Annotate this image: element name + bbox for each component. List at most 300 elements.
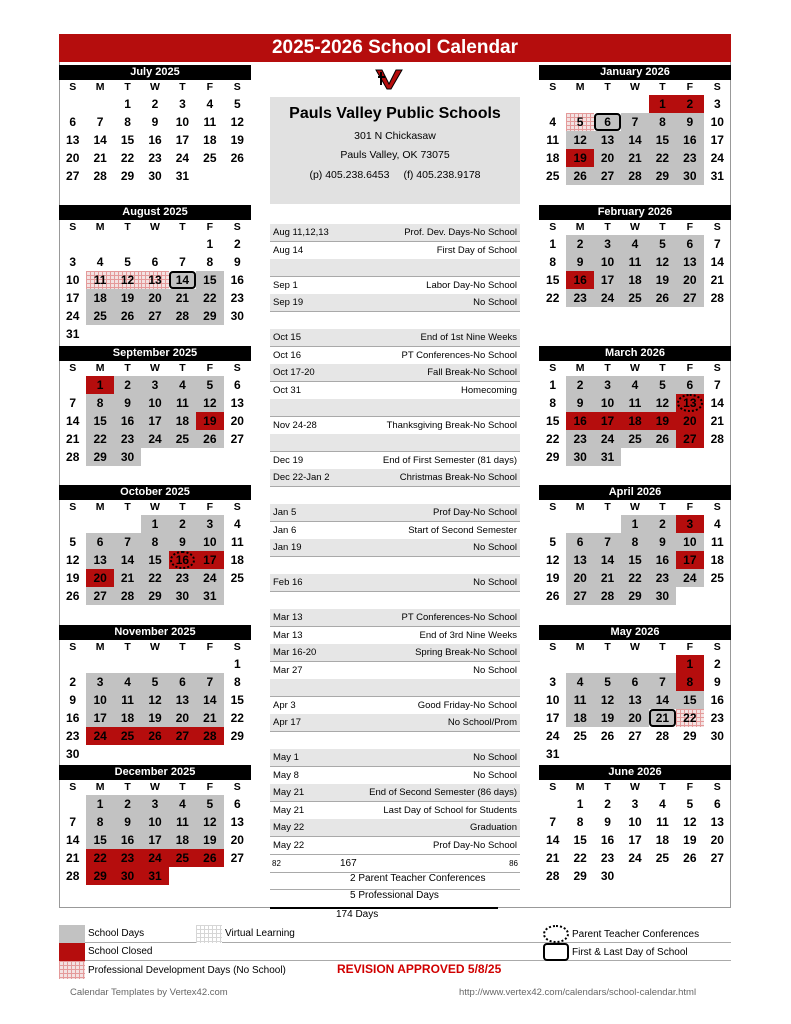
event-row [270,732,520,750]
event-desc: No School/Prom [447,717,517,728]
event-desc: No School [473,769,517,781]
day-cell: 30 [114,867,141,885]
weekday-label: T [659,221,666,233]
day-cell: 8 [206,255,214,269]
day-cell: 23 [649,569,676,587]
weekday-label: W [630,781,640,793]
day-cell: 19 [566,149,593,167]
weekday-label: S [233,641,241,653]
weekday-label: T [179,501,186,513]
day-cell: 16 [148,133,162,147]
weekday-label: T [604,81,611,93]
day-cell: 15 [196,271,223,289]
day-cell: 31 [175,169,190,183]
event-row [270,697,520,715]
weekday-label: W [150,501,160,513]
day-cell: 17 [594,271,621,289]
day-cell: 1 [549,237,557,251]
event-date: Oct 15 [273,332,301,343]
day-cell: 13 [230,396,244,410]
day-cell: 5 [124,255,131,269]
day-cell: 25 [546,169,560,183]
day-cell: 13 [86,551,113,569]
event-date: Jan 6 [273,524,297,536]
day-cell: 24 [196,569,223,587]
day-cell: 1 [86,795,113,813]
day-cell: 10 [628,815,642,829]
day-cell: 17 [546,711,560,725]
day-cell: 19 [196,831,223,849]
day-cell: 8 [621,533,648,551]
day-cell: 23 [676,149,703,167]
day-cell: 25 [86,307,113,325]
weekday-label: S [549,641,557,653]
day-cell: 30 [600,869,615,883]
day-cell: 29 [683,729,697,743]
day-cell: 3 [594,376,621,394]
day-cell: 2 [566,235,593,253]
day-cell: 6 [169,673,196,691]
event-date: Mar 16-20 [273,647,317,658]
event-row [270,784,520,802]
month-11 [539,765,731,885]
day-blank [539,95,566,113]
day-cell: 22 [86,849,113,867]
month-8 [539,346,731,466]
day-cell: 25 [169,849,196,867]
event-date: Dec 22-Jan 2 [273,472,330,483]
events-list [270,224,520,854]
day-cell: 19 [230,133,244,147]
day-cell: 29 [230,729,244,743]
day-cell: 4 [621,235,648,253]
day-cell: 14 [649,691,676,709]
legend-prof-dev-swatch [59,961,85,979]
day-cell: 14 [93,133,107,147]
weekday-label: M [575,362,585,374]
day-cell: 23 [148,151,162,165]
day-cell: 30 [169,587,196,605]
day-cell: 28 [93,169,107,183]
weekday-label: M [575,781,585,793]
day-cell: 26 [546,589,560,603]
day-cell: 19 [649,412,676,430]
day-cell: 12 [546,553,560,567]
day-blank [114,235,141,253]
day-cell: 12 [566,131,593,149]
day-cell: 20 [86,569,113,587]
day-cell: 24 [594,289,621,307]
day-cell: 29 [86,448,113,466]
month-header: July 2025 [59,65,251,80]
event-date: Mar 13 [273,612,303,623]
day-blank [59,655,86,673]
day-cell: 16 [676,131,703,149]
day-blank [86,655,113,673]
day-cell: 20 [230,833,244,847]
legend-pt-swatch [543,925,569,943]
day-cell: 29 [546,450,560,464]
day-cell: 4 [549,115,557,129]
event-desc: Prof Day-No School [433,839,517,851]
event-desc: PT Conferences-No School [401,612,517,623]
day-blank [141,655,168,673]
day-cell: 20 [230,414,244,428]
day-cell: 20 [66,151,80,165]
day-cell: 5 [649,235,676,253]
event-row [270,487,520,505]
school-address: 301 N Chickasaw [354,130,436,142]
day-cell: 5 [649,376,676,394]
day-cell: 19 [683,833,697,847]
day-cell: 18 [230,553,244,567]
weekday-label: T [124,501,131,513]
day-cell: 30 [649,587,676,605]
day-blank [196,655,223,673]
day-cell: 7 [621,113,648,131]
day-cell: 3 [69,255,77,269]
event-desc: End of First Semester (81 days) [382,454,517,466]
day-cell: 26 [114,307,141,325]
day-cell: 19 [594,709,621,727]
day-cell: 15 [676,691,703,709]
event-desc: Thanksgiving Break-No School [386,419,517,431]
day-cell: 22 [196,289,223,307]
event-row [270,364,520,382]
day-cell: 14 [621,131,648,149]
day-blank [621,655,648,673]
weekday-label: S [713,221,721,233]
weekday-label: F [206,501,214,513]
school-city: Pauls Valley, OK 73075 [340,149,450,161]
weekday-label: S [713,641,721,653]
day-blank [594,95,621,113]
day-cell: 10 [546,693,560,707]
day-cell: 18 [203,133,217,147]
day-cell: 15 [86,831,113,849]
day-cell: 9 [169,533,196,551]
day-cell: 29 [86,867,113,885]
day-cell: 27 [628,729,642,743]
day-cell: 26 [196,849,223,867]
day-cell: 31 [141,867,168,885]
day-cell: 6 [233,797,241,811]
day-cell: 27 [676,289,703,307]
event-desc: No School [473,297,517,308]
day-cell: 19 [66,571,80,585]
day-cell: 18 [114,709,141,727]
day-cell: 10 [196,533,223,551]
day-cell: 22 [573,851,587,865]
day-cell: 8 [549,255,557,269]
event-row [270,312,520,330]
event-row [270,382,520,400]
event-date: May 1 [273,752,299,763]
event-row [270,609,520,627]
day-cell: 8 [676,673,703,691]
legend-pt: Parent Teacher Conferences [572,928,700,940]
weekday-label: S [69,81,77,93]
day-cell: 1 [621,515,648,533]
day-cell: 30 [148,169,162,183]
weekday-label: W [630,81,640,93]
day-cell: 6 [566,533,593,551]
day-cell: 25 [203,151,217,165]
month-1 [59,205,251,343]
day-blank [59,376,86,394]
weekday-label: T [604,501,611,513]
day-cell: 5 [196,795,223,813]
day-cell: 12 [649,394,676,412]
day-cell: 11 [169,813,196,831]
day-cell: 11 [230,535,244,549]
day-cell: 23 [566,430,593,448]
day-cell: 13 [710,815,724,829]
day-cell: 1 [676,655,703,673]
day-cell: 28 [546,869,560,883]
day-cell: 6 [86,533,113,551]
day-cell: 28 [66,450,80,464]
day-cell: 12 [196,813,223,831]
pv-logo-icon [373,67,405,91]
day-cell: 24 [628,851,642,865]
event-row [270,434,520,452]
weekday-label: S [549,81,557,93]
month-7 [539,205,731,307]
day-cell: 17 [594,412,621,430]
day-cell: 24 [66,309,80,323]
day-cell: 3 [549,675,557,689]
day-blank [566,95,593,113]
weekday-label: T [124,221,131,233]
day-cell: 6 [676,376,703,394]
day-blank [141,235,168,253]
day-cell: 29 [649,167,676,185]
day-cell: 17 [141,831,168,849]
day-cell: 10 [175,115,190,129]
day-cell: 21 [196,709,223,727]
day-cell: 2 [69,675,77,689]
day-cell: 8 [124,115,131,129]
month-5 [59,765,251,885]
event-row [270,224,520,242]
day-cell: 21 [169,289,196,307]
day-cell: 3 [179,97,186,111]
day-cell: 5 [686,797,694,811]
day-cell: 13 [676,253,703,271]
weekday-label: T [124,362,131,374]
day-cell: 7 [179,255,186,269]
day-cell: 20 [676,412,703,430]
day-cell: 17 [141,412,168,430]
day-cell: 7 [713,237,721,251]
event-row [270,837,520,855]
day-cell: 30 [230,309,244,323]
day-cell: 4 [713,517,721,531]
weekday-label: T [659,501,666,513]
day-cell: 5 [141,673,168,691]
day-cell: 14 [710,396,724,410]
day-cell: 17 [710,133,724,147]
day-cell: 31 [710,169,724,183]
day-blank [86,235,113,253]
day-cell: 24 [676,569,703,587]
day-cell: 7 [594,533,621,551]
month-header: March 2026 [539,346,731,361]
footer-right: http://www.vertex42.com/calendars/school-calendar.html [459,987,697,998]
weekday-label: F [686,81,694,93]
day-cell: 8 [141,533,168,551]
day-cell: 26 [66,589,80,603]
day-cell: 31 [66,327,80,341]
day-cell: 13 [594,131,621,149]
day-cell: 6 [233,378,241,392]
day-cell: 27 [169,727,196,745]
day-cell: 20 [169,709,196,727]
weekday-label: F [206,81,214,93]
day-cell: 3 [676,515,703,533]
day-cell: 25 [169,430,196,448]
weekday-label: S [233,781,241,793]
event-desc: No School [473,542,517,553]
weekday-label: M [95,501,105,513]
month-header: November 2025 [59,625,251,640]
event-row [270,504,520,522]
event-row [270,557,520,575]
weekday-label: F [686,362,694,374]
day-cell: 27 [676,430,703,448]
day-cell: 22 [546,291,560,305]
day-cell: 8 [576,815,584,829]
event-date: Oct 17-20 [273,367,315,378]
day-cell: 30 [710,729,724,743]
event-row [270,749,520,767]
day-cell: 9 [233,255,241,269]
school-phone: (p) 405.238.6453 [309,169,390,181]
month-9 [539,485,731,605]
day-cell: 6 [676,235,703,253]
event-date: May 22 [273,822,305,833]
day-blank [539,795,566,813]
day-blank [114,655,141,673]
day-cell: 24 [141,430,168,448]
month-6 [539,65,731,185]
day-cell: 1 [206,237,214,251]
day-cell: 9 [114,813,141,831]
day-cell: 14 [66,414,80,428]
prof-total: 5 Professional Days [350,890,439,901]
day-cell: 15 [573,833,587,847]
day-cell: 31 [594,448,621,466]
day-cell: 15 [141,551,168,569]
day-cell: 10 [66,273,80,287]
day-cell: 13 [676,394,703,412]
day-cell: 9 [604,815,611,829]
weekday-label: M [575,641,585,653]
day-cell: 27 [66,169,80,183]
event-date: May 8 [273,769,299,781]
footer-left: Calendar Templates by Vertex42.com [70,987,228,998]
day-cell: 26 [600,729,615,743]
day-cell: 21 [594,569,621,587]
day-cell: 23 [600,851,615,865]
day-cell: 18 [621,412,648,430]
weekday-label: T [604,641,611,653]
event-row [270,294,520,312]
day-cell: 25 [573,729,587,743]
day-blank [539,655,566,673]
legend-first-last: First & Last Day of School [572,946,688,958]
day-cell: 27 [594,167,621,185]
combined-total: 167 [340,858,357,869]
month-3 [59,485,251,605]
weekday-label: S [713,781,721,793]
day-cell: 2 [566,376,593,394]
day-cell: 30 [66,747,80,761]
day-cell: 3 [141,376,168,394]
day-cell: 22 [621,569,648,587]
pt-total: 2 Parent Teacher Conferences [270,873,520,890]
day-cell: 18 [621,271,648,289]
day-cell: 2 [604,797,611,811]
day-cell: 6 [69,115,77,129]
legend-first-last-swatch [543,943,569,961]
day-cell: 12 [141,691,168,709]
month-header: February 2026 [539,205,731,220]
day-cell: 31 [546,747,560,761]
day-cell: 14 [594,551,621,569]
event-date: Apr 3 [273,699,296,711]
day-cell: 1 [141,515,168,533]
event-row [270,539,520,557]
day-cell: 25 [114,727,141,745]
day-cell: 27 [230,432,244,446]
day-cell: 11 [546,133,560,147]
month-header: September 2025 [59,346,251,361]
day-cell: 5 [566,113,593,131]
day-cell: 28 [621,167,648,185]
day-blank [169,235,196,253]
event-date: May 21 [273,787,305,798]
day-cell: 24 [710,151,724,165]
day-cell: 9 [566,253,593,271]
day-cell: 16 [114,412,141,430]
event-date: Oct 31 [273,384,301,396]
weekday-label: T [179,362,186,374]
day-cell: 13 [141,271,168,289]
day-cell: 23 [114,430,141,448]
event-row [270,417,520,435]
weekday-label: W [150,221,160,233]
day-cell: 7 [114,533,141,551]
legend-virtual-swatch [196,925,222,943]
day-cell: 26 [566,167,593,185]
event-row [270,662,520,680]
day-cell: 29 [196,307,223,325]
day-cell: 26 [196,430,223,448]
event-desc: No School [473,664,517,676]
legend-school-days-swatch [59,925,85,943]
day-cell: 5 [549,535,557,549]
day-cell: 31 [196,587,223,605]
day-cell: 3 [594,235,621,253]
day-cell: 17 [196,551,223,569]
day-cell: 27 [86,587,113,605]
day-cell: 12 [594,691,621,709]
day-cell: 7 [96,115,104,129]
event-date: Mar 27 [273,664,303,676]
day-cell: 28 [655,729,670,743]
